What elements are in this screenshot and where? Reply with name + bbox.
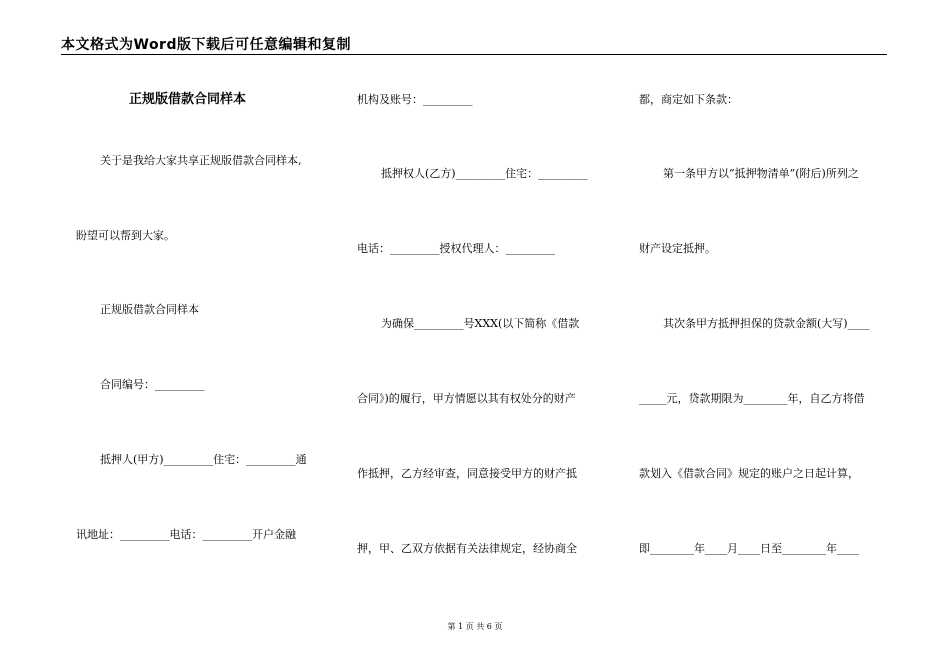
paragraph-line: 第一条甲方以“抵押物清单”(附后)所列之 — [663, 167, 859, 180]
paragraph-line: 押，甲、乙双方依据有关法律规定，经协商全 — [357, 542, 577, 555]
document-title: 正规版借款合同样本 — [129, 92, 247, 107]
paragraph-line: 合同》)的履行，甲方情愿以其有权处分的财产 — [357, 392, 576, 405]
paragraph-line: 抵押人(甲方)_________住宅：_________通 — [100, 453, 307, 466]
paragraph-line: 盼望可以帮到大家。 — [76, 229, 175, 242]
page-header — [61, 34, 887, 55]
paragraph-line: 为确保_________号XXX(以下简称《借款 — [381, 317, 580, 330]
subtitle-line: 正规版借款合同样本 — [100, 303, 199, 316]
paragraph-line: 讯地址：_________电话：_________开户金融 — [76, 528, 296, 541]
paragraph-line: 合同编号：_________ — [100, 378, 205, 391]
paragraph-line: 作抵押，乙方经审查，同意接受甲方的财产抵 — [357, 467, 577, 480]
paragraph-line: 抵押权人(乙方)_________住宅：_________ — [381, 167, 588, 180]
paragraph-line: 即________年____月____日至________年____ — [639, 542, 859, 555]
page-number-footer: 第 1 页 共 6 页 — [447, 622, 503, 631]
paragraph-line: 款划入《借款合同》规定的账户之日起计算， — [639, 467, 859, 480]
header-text: 本文格式为Word版下载后可任意编辑和复制 — [61, 37, 351, 53]
paragraph-line: 机构及账号：_________ — [357, 93, 473, 106]
paragraph-line: 关于是我给大家共享正规版借款合同样本, — [100, 154, 302, 167]
paragraph-line: 电话：_________授权代理人：_________ — [357, 242, 555, 255]
paragraph-line: 其次条甲方抵押担保的贷款金额(大写)____ — [663, 317, 870, 330]
paragraph-line: 都，商定如下条款： — [639, 93, 738, 106]
paragraph-line: _____元，贷款期限为________年，自乙方将借 — [639, 392, 865, 405]
paragraph-line: 财产设定抵押。 — [639, 242, 716, 255]
